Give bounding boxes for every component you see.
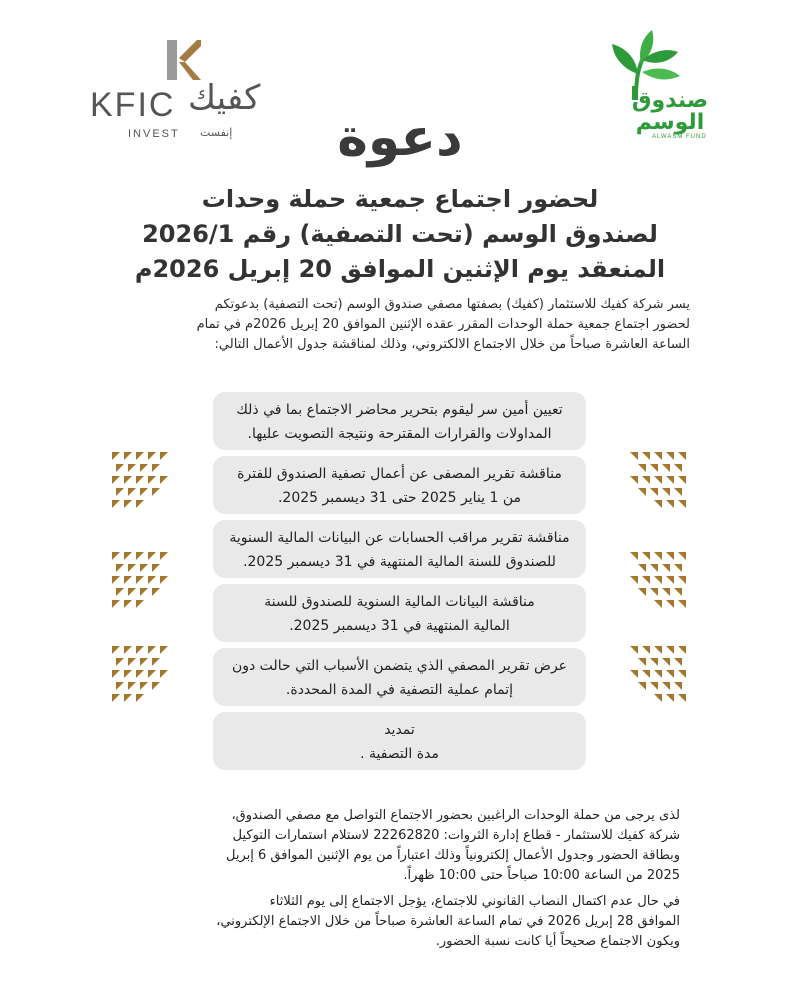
- triangle-mark: [136, 500, 144, 508]
- triangle-mark: [678, 476, 686, 484]
- agenda-item-5: [213, 648, 586, 706]
- triangle-mark: [638, 564, 646, 572]
- footer-contact-paragraph: [140, 806, 680, 886]
- triangle-mark: [638, 682, 646, 690]
- triangle-mark: [152, 464, 160, 472]
- triangle-mark: [654, 500, 662, 508]
- triangle-mark: [630, 552, 638, 560]
- invitation-title: دعوة: [337, 108, 463, 168]
- intro-paragraph: [130, 295, 690, 355]
- triangle-mark: [674, 682, 682, 690]
- agenda-line: للصندوق للسنة المالية المنتهية في 31 ديسمبر 2025.: [243, 554, 556, 570]
- triangle-mark: [662, 488, 670, 496]
- subtitle-line: المنعقد يوم الإثنين الموافق 20 إبريل 2026م: [134, 255, 666, 283]
- triangle-mark: [112, 576, 120, 584]
- agenda-item-1: [213, 392, 586, 450]
- triangle-mark: [654, 452, 662, 460]
- triangle-mark: [678, 576, 686, 584]
- triangle-mark: [678, 670, 686, 678]
- triangle-mark: [642, 646, 650, 654]
- triangle-mark: [662, 464, 670, 472]
- kfic-invest-label: INVEST: [128, 128, 180, 140]
- triangle-mark: [128, 588, 136, 596]
- triangle-mark: [136, 600, 144, 608]
- triangle-mark: [662, 682, 670, 690]
- kfic-invest-arabic-label: إنفست: [200, 126, 233, 139]
- triangle-mark: [124, 600, 132, 608]
- triangle-mark: [642, 452, 650, 460]
- triangle-mark: [678, 600, 686, 608]
- triangle-mark: [152, 588, 160, 596]
- triangle-mark: [674, 488, 682, 496]
- triangle-mark: [654, 476, 662, 484]
- triangle-mark: [638, 588, 646, 596]
- agenda-line: المالية المنتهية في 31 ديسمبر 2025.: [289, 618, 510, 634]
- triangle-mark: [662, 658, 670, 666]
- triangle-mark: [136, 646, 144, 654]
- triangle-mark: [136, 452, 144, 460]
- triangle-mark: [654, 600, 662, 608]
- agenda-line: مناقشة البيانات المالية السنوية للصندوق للسنة: [264, 594, 535, 610]
- footer-line: لذى يرجى من حملة الوحدات الراغبين بحضور الاجتماع التواصل مع مصفي الصندوق،: [231, 808, 680, 823]
- triangle-mark: [650, 564, 658, 572]
- triangle-mark: [152, 682, 160, 690]
- intro-line: يسر شركة كفيك للاستثمار (كفيك) بصفتها مصفي صندوق الوسم (تحت التصفية) بدعوتكم: [214, 297, 690, 312]
- triangle-mark: [124, 670, 132, 678]
- triangle-mark: [642, 670, 650, 678]
- agenda-line: إتمام عملية التصفية في المدة المحددة.: [285, 682, 514, 698]
- kfic-k-mark-icon: [165, 40, 201, 80]
- agenda-line: مدة التصفية .: [360, 746, 439, 762]
- triangle-mark: [666, 452, 674, 460]
- triangle-mark: [116, 464, 124, 472]
- agenda-line: مناقشة تقرير المصفى عن أعمال تصفية الصندوق للفترة: [237, 466, 562, 482]
- subtitle-line: لحضور اجتماع جمعية حملة وحدات: [201, 185, 599, 213]
- triangle-mark: [140, 564, 148, 572]
- triangle-mark: [112, 500, 120, 508]
- triangle-mark: [674, 564, 682, 572]
- triangle-mark: [674, 588, 682, 596]
- triangle-mark: [124, 694, 132, 702]
- triangle-mark: [112, 646, 120, 654]
- alwasm-english-name: ALWASM FUND: [652, 134, 707, 140]
- triangle-mark: [674, 658, 682, 666]
- triangle-mark: [650, 464, 658, 472]
- triangle-mark: [666, 670, 674, 678]
- triangle-mark: [116, 488, 124, 496]
- triangle-mark: [638, 658, 646, 666]
- triangle-mark: [654, 552, 662, 560]
- kfic-arabic-name: كفيك: [188, 78, 261, 118]
- triangle-mark: [112, 476, 120, 484]
- triangle-mark: [678, 694, 686, 702]
- triangle-mark: [666, 646, 674, 654]
- triangle-mark: [650, 658, 658, 666]
- triangle-mark: [630, 452, 638, 460]
- triangle-mark: [112, 552, 120, 560]
- triangle-mark: [148, 670, 156, 678]
- triangle-mark: [116, 588, 124, 596]
- triangle-mark: [112, 600, 120, 608]
- triangle-mark: [160, 646, 168, 654]
- subtitle-line: لصندوق الوسم (تحت التصفية) رقم 2026/1: [142, 220, 658, 248]
- kfic-latin-name: KFIC: [90, 86, 176, 124]
- triangle-pattern-icon: [112, 646, 176, 706]
- triangle-mark: [140, 588, 148, 596]
- triangle-mark: [678, 500, 686, 508]
- triangle-mark: [124, 476, 132, 484]
- intro-line: الساعة العاشرة صباحاً من خلال الاجتماع الالكتروني، وذلك لمناقشة جدول الأعمال التالي:: [214, 337, 690, 352]
- triangle-mark: [160, 576, 168, 584]
- triangle-mark: [642, 552, 650, 560]
- triangle-mark: [116, 564, 124, 572]
- triangle-mark: [116, 658, 124, 666]
- triangle-mark: [128, 658, 136, 666]
- triangle-mark: [642, 576, 650, 584]
- agenda-line: تمديد: [384, 722, 415, 738]
- agenda-item-2: [213, 456, 586, 514]
- footer-line: الموافق 28 إبريل 2026 في تمام الساعة العاشرة صباحاً من خلال الاجتماع الإلكتروني،: [216, 914, 680, 929]
- triangle-mark: [160, 476, 168, 484]
- agenda-line: مناقشة تقرير مراقب الحسابات عن البيانات المالية السنوية: [229, 530, 570, 546]
- triangle-mark: [140, 488, 148, 496]
- triangle-mark: [678, 452, 686, 460]
- triangle-mark: [140, 682, 148, 690]
- triangle-mark: [662, 564, 670, 572]
- triangle-mark: [678, 552, 686, 560]
- triangle-mark: [152, 658, 160, 666]
- triangle-mark: [148, 646, 156, 654]
- triangle-mark: [148, 552, 156, 560]
- triangle-mark: [654, 576, 662, 584]
- agenda-item-4: [213, 584, 586, 642]
- triangle-mark: [124, 552, 132, 560]
- triangle-pattern-icon: [622, 452, 686, 512]
- triangle-mark: [654, 670, 662, 678]
- triangle-mark: [650, 682, 658, 690]
- triangle-mark: [678, 646, 686, 654]
- agenda-item-6: [213, 712, 586, 770]
- triangle-mark: [666, 552, 674, 560]
- triangle-mark: [160, 670, 168, 678]
- triangle-mark: [128, 682, 136, 690]
- triangle-mark: [112, 670, 120, 678]
- agenda-item-3: [213, 520, 586, 578]
- triangle-mark: [148, 576, 156, 584]
- agenda-line: من 1 يناير 2025 حتى 31 ديسمبر 2025.: [277, 490, 522, 506]
- triangle-mark: [128, 488, 136, 496]
- triangle-mark: [638, 488, 646, 496]
- triangle-mark: [124, 646, 132, 654]
- triangle-mark: [128, 464, 136, 472]
- triangle-mark: [124, 500, 132, 508]
- agenda-line: المداولات والقرارات المقترحة ونتيجة التصويت عليها.: [247, 426, 552, 442]
- triangle-mark: [630, 670, 638, 678]
- triangle-mark: [160, 552, 168, 560]
- triangle-pattern-icon: [622, 646, 686, 706]
- triangle-mark: [666, 476, 674, 484]
- triangle-mark: [160, 452, 168, 460]
- triangle-mark: [140, 464, 148, 472]
- triangle-mark: [136, 476, 144, 484]
- triangle-pattern-icon: [112, 452, 176, 512]
- triangle-mark: [136, 670, 144, 678]
- footer-line: ويكون الاجتماع صحيحاً أيا كانت نسبة الحضور.: [435, 934, 680, 949]
- triangle-mark: [116, 682, 124, 690]
- triangle-mark: [650, 488, 658, 496]
- triangle-mark: [152, 564, 160, 572]
- triangle-pattern-icon: [112, 552, 176, 612]
- agenda-line: عرض تقرير المصفي الذي يتضمن الأسباب التي حالت دون: [231, 658, 568, 674]
- triangle-mark: [152, 488, 160, 496]
- invitation-subtitle: [120, 182, 680, 287]
- triangle-mark: [666, 576, 674, 584]
- intro-line: لحضور اجتماع جمعية حملة الوحدات المقرر عقده الإثنين الموافق 20 إبريل 2026م في تمام: [196, 317, 690, 332]
- triangle-mark: [630, 476, 638, 484]
- footer-line: في حال عدم اكتمال النصاب القانوني للاجتماع، يؤجل الاجتماع إلى يوم الثلاثاء: [269, 894, 680, 909]
- triangle-mark: [140, 658, 148, 666]
- triangle-mark: [124, 576, 132, 584]
- triangle-mark: [148, 476, 156, 484]
- triangle-pattern-icon: [622, 552, 686, 612]
- footer-quorum-paragraph: [140, 892, 680, 952]
- agenda-line: تعيين أمين سر ليقوم بتحرير محاضر الاجتماع بما في ذلك: [236, 402, 563, 418]
- triangle-mark: [630, 646, 638, 654]
- footer-line: شركة كفيك للاستثمار - قطاع إدارة الثروات: 22262820 لاستلام استمارات التوكيل: [232, 828, 680, 843]
- triangle-mark: [642, 476, 650, 484]
- triangle-mark: [654, 646, 662, 654]
- triangle-mark: [148, 452, 156, 460]
- triangle-mark: [124, 452, 132, 460]
- triangle-mark: [638, 464, 646, 472]
- triangle-mark: [666, 600, 674, 608]
- triangle-mark: [666, 500, 674, 508]
- footer-line: وبطاقة الحضور وجدول الأعمال إلكترونياً وذلك اعتباراً من يوم الإثنين الموافق 6 إبريل: [225, 848, 680, 863]
- triangle-mark: [674, 464, 682, 472]
- triangle-mark: [650, 588, 658, 596]
- triangle-mark: [662, 588, 670, 596]
- triangle-mark: [666, 694, 674, 702]
- footer-line: 2025 من الساعة 10:00 صباحاً حتى 10:00 ظهراً.: [403, 868, 680, 883]
- triangle-mark: [654, 694, 662, 702]
- triangle-mark: [136, 694, 144, 702]
- triangle-mark: [112, 694, 120, 702]
- triangle-mark: [112, 452, 120, 460]
- triangle-mark: [630, 576, 638, 584]
- triangle-mark: [136, 552, 144, 560]
- alwasm-arabic-line-1: صندوق: [631, 88, 709, 113]
- alwasm-arabic-line-2: الوسم: [635, 110, 705, 135]
- triangle-mark: [136, 576, 144, 584]
- triangle-mark: [128, 564, 136, 572]
